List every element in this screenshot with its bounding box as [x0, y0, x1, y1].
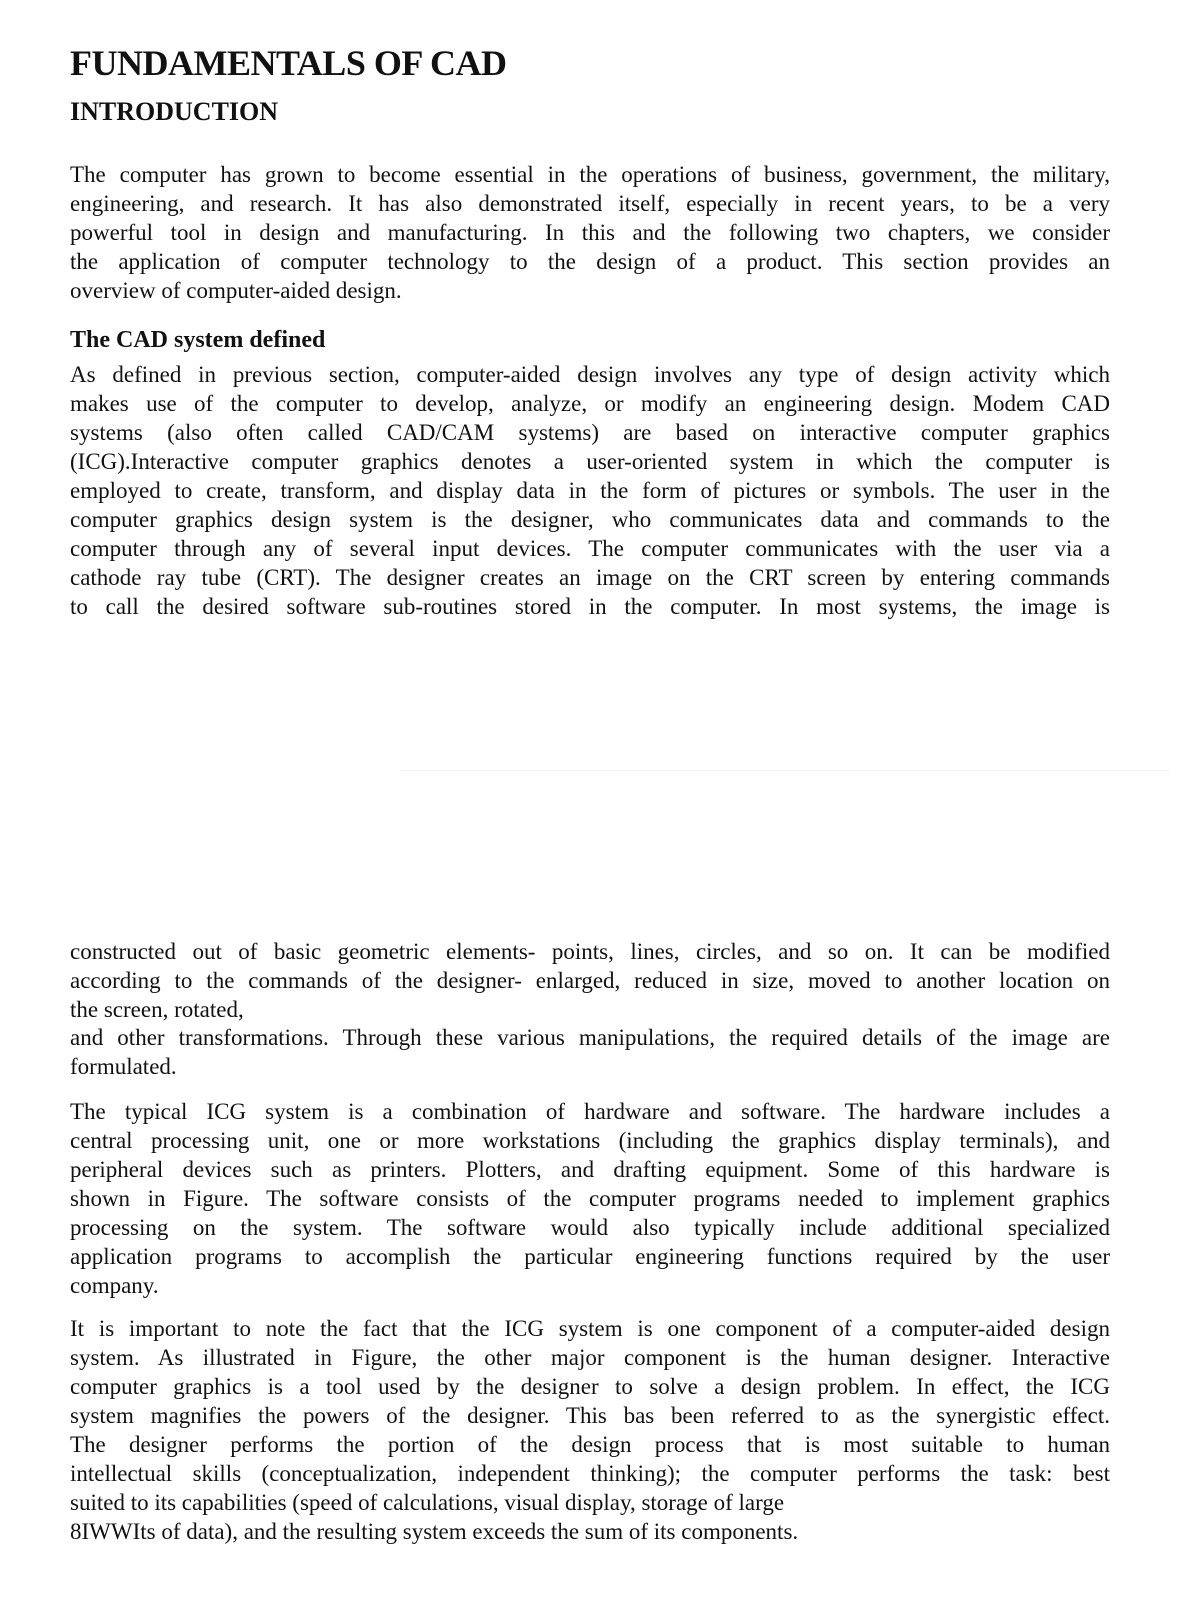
text-line: according to the commands of the designer- enlarged, reduced in size, moved to another location on	[70, 968, 1110, 993]
text-line: The computer has grown to become essential in the operations of business, government, the military,	[70, 162, 1110, 187]
text-line: company.	[70, 1273, 159, 1298]
text-line: constructed out of basic geometric elements- points, lines, circles, and so on. It can be modified	[70, 939, 1110, 964]
text-line: system. As illustrated in Figure, the other major component is the human designer. Interactive	[70, 1345, 1110, 1370]
subsection-heading-cad-system: The CAD system defined	[70, 327, 326, 353]
text-line: the application of computer technology to the design of a product. This section provides an	[70, 249, 1110, 274]
text-line: central processing unit, one or more workstations (including the graphics display terminals), and	[70, 1128, 1110, 1153]
text-line: It is important to note the fact that the ICG system is one component of a computer-aided design	[70, 1316, 1110, 1341]
text-line: to call the desired software sub-routines stored in the computer. In most systems, the image is	[70, 594, 1110, 619]
text-line: (ICG).Interactive computer graphics denotes a user-oriented system in which the computer is	[70, 449, 1110, 474]
blank-gap-divider	[400, 770, 1170, 771]
text-line: The designer performs the portion of the design process that is most suitable to human	[70, 1432, 1110, 1457]
text-line: system magnifies the powers of the designer. This bas been referred to as the synergistic effect.	[70, 1403, 1110, 1428]
text-line: 8IWWIts of data), and the resulting system exceeds the sum of its components.	[70, 1519, 799, 1544]
paragraph-icg-system	[70, 1097, 1110, 1300]
text-line: application programs to accomplish the particular engineering functions required by the user	[70, 1244, 1110, 1269]
text-line: powerful tool in design and manufacturing. In this and the following two chapters, we consider	[70, 220, 1110, 245]
document-title: FUNDAMENTALS OF CAD	[70, 43, 507, 83]
text-line: shown in Figure. The software consists of the computer programs needed to implement graphics	[70, 1186, 1110, 1211]
paragraph-continued	[70, 937, 1110, 1024]
text-line: computer graphics design system is the designer, who communicates data and commands to the	[70, 507, 1110, 532]
text-line: overview of computer-aided design.	[70, 278, 402, 303]
text-line: intellectual skills (conceptualization, independent thinking); the computer performs the task: best	[70, 1461, 1110, 1486]
text-line: employed to create, transform, and display data in the form of pictures or symbols. The user in the	[70, 478, 1110, 503]
text-line: makes use of the computer to develop, analyze, or modify an engineering design. Modem CAD	[70, 391, 1110, 416]
text-line: As defined in previous section, computer-aided design involves any type of design activity which	[70, 362, 1110, 387]
text-line: formulated.	[70, 1054, 177, 1079]
text-line: suited to its capabilities (speed of calculations, visual display, storage of large	[70, 1490, 785, 1515]
paragraph-continued-2	[70, 1023, 1110, 1081]
text-line: systems (also often called CAD/CAM systems) are based on interactive computer graphics	[70, 420, 1110, 445]
text-line: computer graphics is a tool used by the designer to solve a design problem. In effect, the ICG	[70, 1374, 1110, 1399]
paragraph-cad-defined	[70, 360, 1110, 621]
text-line: computer through any of several input devices. The computer communicates with the user via a	[70, 536, 1110, 561]
section-heading-introduction: INTRODUCTION	[70, 97, 279, 126]
text-line: The typical ICG system is a combination of hardware and software. The hardware includes a	[70, 1099, 1110, 1124]
paragraph-intro	[70, 160, 1110, 305]
text-line: processing on the system. The software would also typically include additional specialized	[70, 1215, 1110, 1240]
text-line: and other transformations. Through these various manipulations, the required details of the image are	[70, 1025, 1110, 1050]
text-line: engineering, and research. It has also demonstrated itself, especially in recent years, to be a very	[70, 191, 1110, 216]
text-line: the screen, rotated,	[70, 997, 244, 1022]
paragraph-synergy	[70, 1314, 1110, 1546]
text-line: cathode ray tube (CRT). The designer creates an image on the CRT screen by entering commands	[70, 565, 1110, 590]
text-line: peripheral devices such as printers. Plotters, and drafting equipment. Some of this hardware is	[70, 1157, 1110, 1182]
